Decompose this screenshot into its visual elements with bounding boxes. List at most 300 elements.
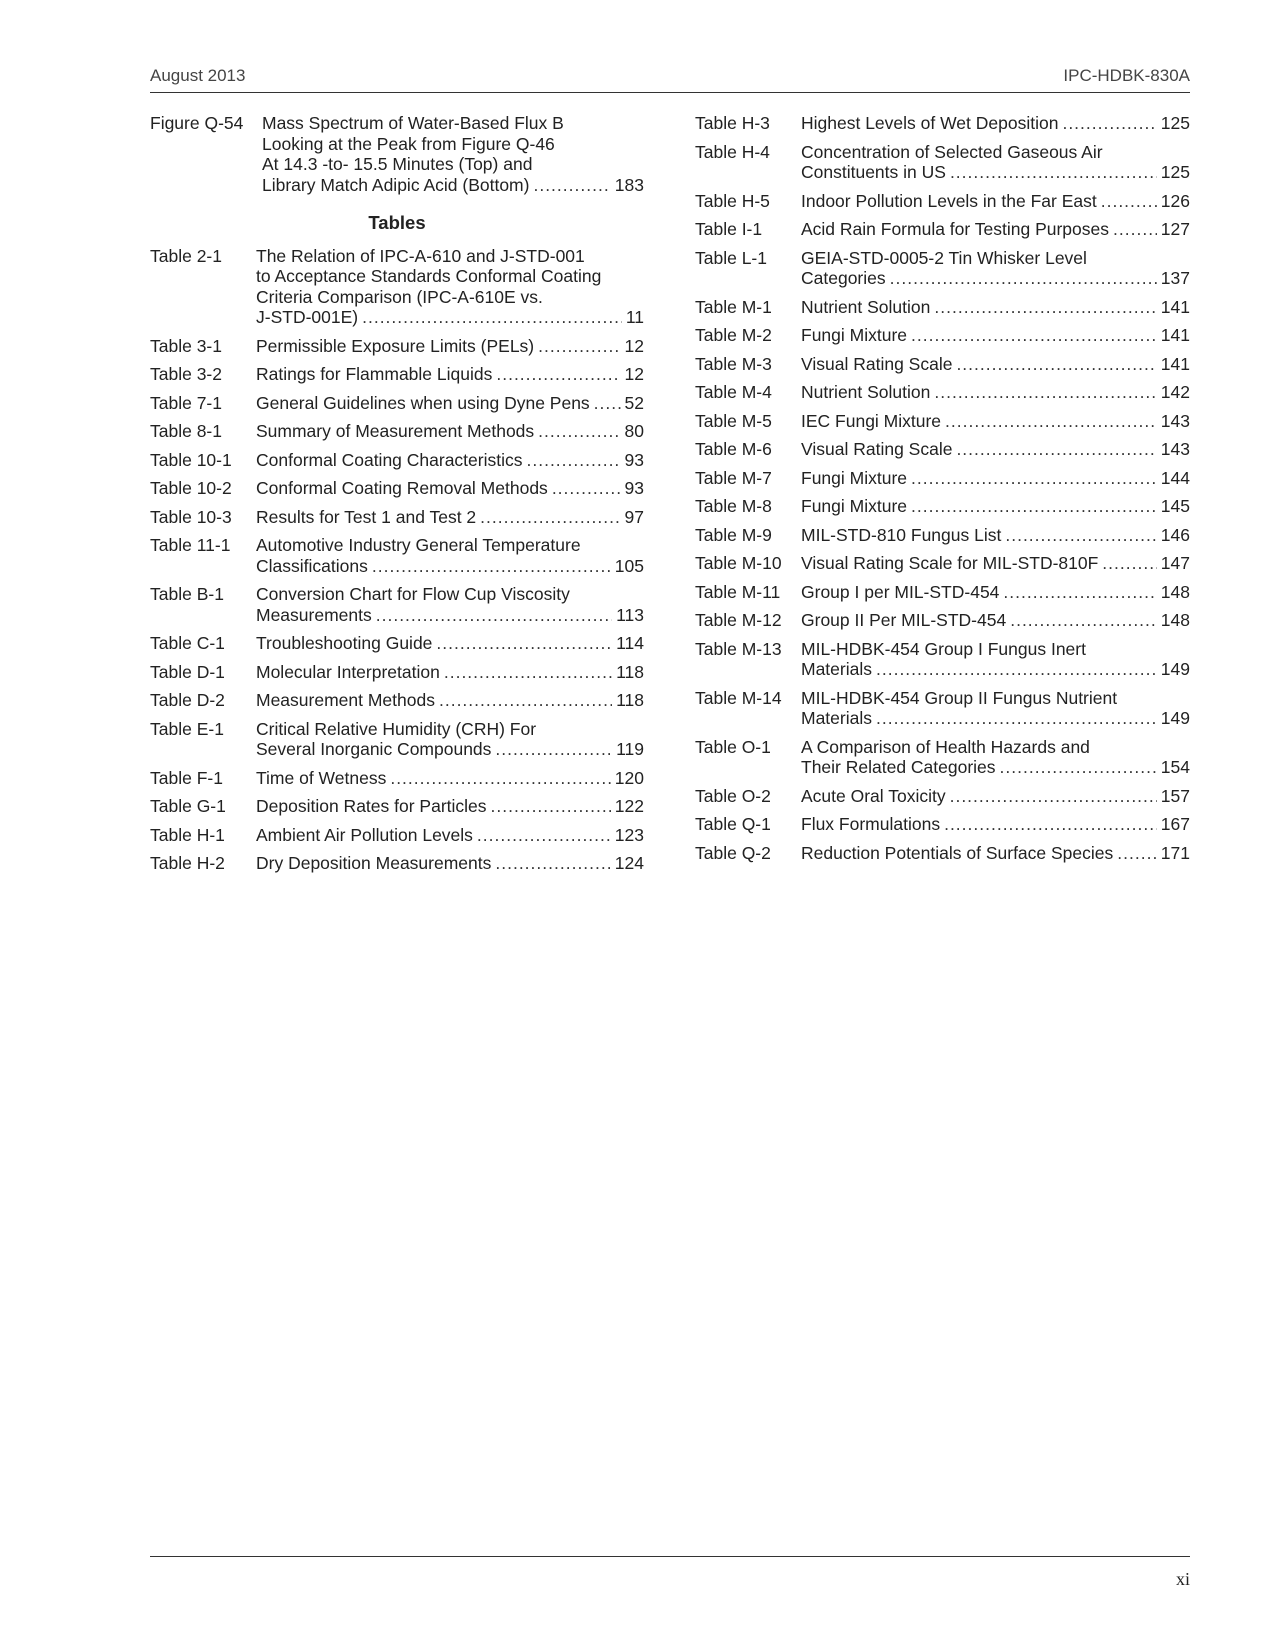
entry-title-last-line xyxy=(801,411,1190,432)
page-number: xi xyxy=(1175,1569,1190,1589)
entry-title xyxy=(256,450,644,471)
entry-page-number: 118 xyxy=(616,661,644,682)
entry-title-text: IEC Fungi Mixture xyxy=(801,410,942,431)
entry-title-last-line xyxy=(801,191,1190,212)
dot-leader xyxy=(477,825,611,846)
entry-page-number: 171 xyxy=(1160,842,1190,863)
entry-title xyxy=(801,814,1190,835)
entry-title-line: Critical Relative Humidity (CRH) For xyxy=(256,718,537,739)
entry-page-number: 148 xyxy=(1160,610,1190,630)
toc-entry[interactable] xyxy=(150,478,644,499)
dot-leader xyxy=(436,633,612,654)
entry-title-text: Deposition Rates for Particles xyxy=(256,796,487,816)
entry-page-number: 105 xyxy=(614,555,644,576)
entry-title xyxy=(801,843,1190,864)
entry-title xyxy=(801,219,1190,240)
toc-entry[interactable] xyxy=(695,786,1190,807)
entry-page-number: 154 xyxy=(1160,757,1190,777)
dot-leader xyxy=(890,268,1157,289)
dot-leader xyxy=(1010,610,1157,631)
dot-leader xyxy=(538,336,620,357)
entry-title-last-line xyxy=(256,478,644,499)
entry-title-last-line xyxy=(256,690,644,711)
entry-title xyxy=(256,336,644,357)
entry-title-line: A Comparison of Health Hazards and xyxy=(801,736,1090,757)
entry-title xyxy=(801,610,1190,631)
entry-title xyxy=(801,354,1190,375)
entry-label: Table M-7 xyxy=(695,467,772,488)
entry-title-last-line xyxy=(256,336,644,357)
entry-title-text: Materials xyxy=(801,659,872,679)
entry-page-number: 12 xyxy=(624,335,644,356)
entry-title-text: Visual Rating Scale for MIL-STD-810F xyxy=(801,553,1099,573)
entry-title-last-line xyxy=(801,610,1190,631)
entry-title xyxy=(256,633,644,654)
entry-title-last-line xyxy=(801,659,1190,680)
entry-title xyxy=(801,468,1190,489)
dot-leader xyxy=(1005,525,1156,546)
toc-entry[interactable] xyxy=(150,246,644,328)
entry-title-text: Reduction Potentials of Surface Species xyxy=(801,842,1114,863)
entry-label: Table M-1 xyxy=(695,296,772,317)
entry-label: Table 10-2 xyxy=(150,478,232,498)
entry-title-line: Concentration of Selected Gaseous Air xyxy=(801,141,1103,162)
entry-title-text: Categories xyxy=(801,268,886,288)
entry-label: Table Q-1 xyxy=(695,814,771,834)
tables-list-right xyxy=(695,113,1190,863)
entry-title-text: Conformal Coating Removal Methods xyxy=(256,478,548,498)
entry-label: Table M-5 xyxy=(695,410,772,431)
header-date: August 2013 xyxy=(150,66,246,85)
toc-entry[interactable] xyxy=(695,688,1190,729)
entry-title-text: Permissible Exposure Limits (PELs) xyxy=(256,335,535,356)
tables-list-left xyxy=(150,246,644,874)
entry-page-number: 93 xyxy=(624,478,644,498)
entry-title-text: Nutrient Solution xyxy=(801,296,931,317)
entry-title xyxy=(256,825,644,846)
entry-page-number: 144 xyxy=(1160,467,1190,488)
entry-label: Table M-3 xyxy=(695,353,772,374)
toc-left-column xyxy=(150,113,644,882)
entry-title-text: Flux Formulations xyxy=(801,814,941,834)
toc-entry[interactable] xyxy=(150,662,644,683)
entry-label: Table C-1 xyxy=(150,633,225,653)
dot-leader xyxy=(934,297,1156,318)
dot-leader xyxy=(1000,757,1157,778)
entry-label: Table H-5 xyxy=(695,190,770,211)
entry-page-number: 142 xyxy=(1160,382,1190,402)
entry-title xyxy=(801,382,1190,403)
toc-entry[interactable] xyxy=(695,496,1190,517)
entry-title-last-line xyxy=(256,307,644,328)
entry-title-last-line xyxy=(801,496,1190,517)
dot-leader xyxy=(956,439,1156,460)
entry-title-last-line xyxy=(801,382,1190,403)
entry-title xyxy=(801,525,1190,546)
toc-entry[interactable] xyxy=(150,535,644,576)
entry-title-last-line xyxy=(801,757,1190,778)
dot-leader xyxy=(376,605,612,626)
toc-entry[interactable] xyxy=(150,364,644,385)
dot-leader xyxy=(390,768,610,789)
entry-label: Table 10-3 xyxy=(150,506,232,527)
entry-page-number: 122 xyxy=(614,796,644,816)
entry-title xyxy=(801,582,1190,603)
entry-title xyxy=(256,690,644,711)
entry-title xyxy=(262,113,644,195)
toc-entry[interactable] xyxy=(150,393,644,414)
entry-title-last-line xyxy=(801,525,1190,546)
entry-label: Table M-2 xyxy=(695,325,772,345)
entry-page-number: 141 xyxy=(1160,325,1190,345)
entry-title-last-line xyxy=(256,364,644,385)
entry-title-last-line xyxy=(801,708,1190,729)
entry-label: Table O-1 xyxy=(695,736,771,757)
toc-entry[interactable] xyxy=(150,450,644,471)
dot-leader xyxy=(1113,219,1157,240)
entry-label: Table M-10 xyxy=(695,553,782,573)
entry-label: Table 7-1 xyxy=(150,392,222,413)
entry-title-last-line xyxy=(801,786,1190,807)
toc-entry[interactable] xyxy=(695,610,1190,631)
entry-title-last-line xyxy=(256,450,644,471)
entry-page-number: 149 xyxy=(1160,708,1190,728)
entry-page-number: 97 xyxy=(624,506,644,527)
entry-title-last-line xyxy=(801,162,1190,183)
entry-title xyxy=(801,786,1190,807)
entry-title-last-line xyxy=(262,175,644,196)
dot-leader xyxy=(911,468,1157,489)
entry-title xyxy=(256,421,644,442)
dot-leader xyxy=(934,382,1156,403)
entry-title-last-line xyxy=(801,354,1190,375)
dot-leader xyxy=(911,325,1157,346)
toc-entry[interactable] xyxy=(695,525,1190,546)
entry-title xyxy=(256,662,644,683)
entry-page-number: 143 xyxy=(1160,410,1190,431)
entry-page-number: 183 xyxy=(614,174,644,195)
entry-title-last-line xyxy=(256,393,644,414)
entry-title-line: to Acceptance Standards Conformal Coating xyxy=(256,266,602,286)
entry-label: Table H-1 xyxy=(150,824,225,845)
entry-page-number: 146 xyxy=(1160,524,1190,545)
entry-title-text: Results for Test 1 and Test 2 xyxy=(256,506,477,527)
page-footer xyxy=(150,1556,1190,1589)
entry-title-last-line xyxy=(256,825,644,846)
toc-entry[interactable] xyxy=(695,191,1190,212)
entry-title xyxy=(256,364,644,385)
entry-label: Table L-1 xyxy=(695,247,767,268)
entry-title-line: Looking at the Peak from Figure Q-46 xyxy=(262,133,555,154)
toc-entry[interactable] xyxy=(695,113,1190,134)
dot-leader xyxy=(956,354,1156,375)
entry-title-text: Acid Rain Formula for Testing Purposes xyxy=(801,219,1110,239)
entry-label: Table 11-1 xyxy=(150,535,231,555)
entry-label: Table H-4 xyxy=(695,141,770,162)
entry-page-number: 126 xyxy=(1160,190,1190,211)
entry-page-number: 137 xyxy=(1160,268,1190,288)
toc-entry[interactable] xyxy=(695,325,1190,346)
entry-title-text: General Guidelines when using Dyne Pens xyxy=(256,392,590,413)
entry-page-number: 143 xyxy=(1160,439,1190,459)
entry-title-text: Constituents in US xyxy=(801,162,946,182)
dot-leader xyxy=(950,786,1157,807)
entry-label: Table Q-2 xyxy=(695,842,771,863)
entry-title-line: Automotive Industry General Temperature xyxy=(256,535,581,555)
dot-leader xyxy=(444,662,612,683)
toc-entry[interactable] xyxy=(695,737,1190,778)
entry-title-last-line xyxy=(256,768,644,789)
entry-title-last-line xyxy=(801,219,1190,240)
entry-page-number: 113 xyxy=(616,604,644,625)
toc-entry[interactable] xyxy=(695,354,1190,375)
entry-title-last-line xyxy=(256,507,644,528)
entry-title xyxy=(256,853,644,874)
toc-entry[interactable] xyxy=(695,219,1190,240)
dot-leader xyxy=(491,796,611,817)
entry-label: Table H-2 xyxy=(150,853,225,873)
entry-title xyxy=(801,496,1190,517)
dot-leader xyxy=(1003,582,1156,603)
toc-entry[interactable] xyxy=(695,814,1190,835)
entry-label: Table B-1 xyxy=(150,584,224,604)
entry-title-text: Their Related Categories xyxy=(801,757,996,777)
section-title-tables: Tables xyxy=(368,212,426,233)
entry-page-number: 114 xyxy=(616,633,644,653)
entry-label: Table O-2 xyxy=(695,785,771,806)
entry-label: Table G-1 xyxy=(150,796,226,816)
entry-label: Table 8-1 xyxy=(150,421,222,441)
toc-entry[interactable] xyxy=(695,843,1190,864)
entry-title xyxy=(801,113,1190,134)
toc-entry[interactable] xyxy=(695,468,1190,489)
entry-label: Figure Q-54 xyxy=(150,113,244,133)
entry-title xyxy=(801,248,1190,289)
entry-title-last-line xyxy=(801,814,1190,835)
entry-title xyxy=(256,535,644,576)
entry-title-text: Troubleshooting Guide xyxy=(256,633,433,653)
toc-entry[interactable] xyxy=(150,584,644,625)
entry-title-text: Group II Per MIL-STD-454 xyxy=(801,610,1007,630)
entry-title-last-line xyxy=(256,605,644,626)
entry-title xyxy=(256,796,644,817)
entry-title-text: Visual Rating Scale xyxy=(801,353,953,374)
toc-entry[interactable] xyxy=(695,382,1190,403)
toc-entry[interactable] xyxy=(695,582,1190,603)
entry-label: Table E-1 xyxy=(150,718,224,739)
toc-entry[interactable] xyxy=(150,825,644,846)
entry-page-number: 52 xyxy=(624,392,644,413)
entry-title-text: Visual Rating Scale xyxy=(801,439,953,459)
entry-page-number: 125 xyxy=(1160,162,1190,182)
entry-title-text: Several Inorganic Compounds xyxy=(256,739,492,759)
entry-title xyxy=(256,478,644,499)
entry-title-last-line xyxy=(256,739,644,760)
entry-page-number: 119 xyxy=(616,739,644,759)
toc-entry[interactable] xyxy=(150,796,644,817)
entry-title-text: Summary of Measurement Methods xyxy=(256,421,535,441)
header-document-id: IPC-HDBK-830A xyxy=(1063,66,1190,85)
toc-entry[interactable] xyxy=(695,639,1190,680)
entry-label: Table M-4 xyxy=(695,382,772,402)
toc-right-column xyxy=(695,113,1190,871)
entry-page-number: 147 xyxy=(1160,553,1190,573)
entry-title-text: MIL-STD-810 Fungus List xyxy=(801,524,1002,545)
entry-title-last-line xyxy=(256,633,644,654)
dot-leader xyxy=(538,421,620,442)
toc-entry[interactable] xyxy=(150,633,644,654)
entry-title-line: Criteria Comparison (IPC-A-610E vs. xyxy=(256,286,543,307)
entry-title xyxy=(801,553,1190,574)
dot-leader xyxy=(945,411,1157,432)
entry-page-number: 93 xyxy=(624,449,644,470)
entry-title-text: Fungi Mixture xyxy=(801,325,908,345)
entry-page-number: 123 xyxy=(614,824,644,845)
entry-page-number: 124 xyxy=(614,853,644,873)
entry-page-number: 125 xyxy=(1160,113,1190,133)
entry-title-text: Measurement Methods xyxy=(256,690,435,710)
dot-leader xyxy=(1062,113,1156,134)
entry-title-text: J-STD-001E) xyxy=(256,307,359,327)
toc-entry[interactable] xyxy=(150,507,644,528)
entry-page-number: 157 xyxy=(1160,785,1190,806)
entry-title-text: Ratings for Flammable Liquids xyxy=(256,364,493,384)
dot-leader xyxy=(911,496,1157,517)
entry-title-line: The Relation of IPC-A-610 and J-STD-001 xyxy=(256,245,585,266)
entry-title xyxy=(801,142,1190,183)
entry-title-last-line xyxy=(256,662,644,683)
toc-entry[interactable] xyxy=(695,142,1190,183)
entry-page-number: 148 xyxy=(1160,581,1190,602)
toc-entry[interactable] xyxy=(695,297,1190,318)
dot-leader xyxy=(533,175,610,196)
entry-title xyxy=(256,246,644,328)
entry-title-last-line xyxy=(801,297,1190,318)
entry-title-last-line xyxy=(256,556,644,577)
toc-entry[interactable] xyxy=(695,411,1190,432)
entry-title xyxy=(801,439,1190,460)
entry-title-text: Time of Wetness xyxy=(256,767,387,788)
entry-page-number: 145 xyxy=(1160,496,1190,516)
entry-title-text: Indoor Pollution Levels in the Far East xyxy=(801,190,1097,211)
entry-page-number: 118 xyxy=(616,690,644,710)
page-header xyxy=(150,66,1190,93)
dot-leader xyxy=(552,478,621,499)
entry-page-number: 12 xyxy=(624,364,644,384)
entry-label: Table 3-2 xyxy=(150,364,222,384)
entry-title-line: MIL-HDBK-454 Group II Fungus Nutrient xyxy=(801,687,1118,708)
dot-leader xyxy=(495,853,610,874)
entry-title-line: At 14.3 -to- 15.5 Minutes (Top) and xyxy=(262,154,533,174)
entry-page-number: 127 xyxy=(1160,219,1190,239)
entry-title xyxy=(801,737,1190,778)
entry-label: Table M-11 xyxy=(695,581,781,602)
entry-page-number: 167 xyxy=(1160,814,1190,834)
entry-title-last-line xyxy=(801,113,1190,134)
entry-title-text: Library Match Adipic Acid (Bottom) xyxy=(262,174,530,195)
entry-label: Table M-6 xyxy=(695,439,772,459)
dot-leader xyxy=(495,739,612,760)
toc-entry[interactable] xyxy=(695,439,1190,460)
entry-label: Table D-1 xyxy=(150,661,225,682)
toc-entry[interactable] xyxy=(150,690,644,711)
entry-title-text: Classifications xyxy=(256,555,368,576)
entry-title-last-line xyxy=(256,853,644,874)
dot-leader xyxy=(876,659,1157,680)
entry-label: Table D-2 xyxy=(150,690,225,710)
dot-leader xyxy=(496,364,620,385)
dot-leader xyxy=(594,393,621,414)
entry-title-last-line xyxy=(256,421,644,442)
dot-leader xyxy=(527,450,621,471)
entry-title-text: Fungi Mixture xyxy=(801,496,908,516)
entry-title xyxy=(801,325,1190,346)
entry-title-text: Group I per MIL-STD-454 xyxy=(801,581,1000,602)
entry-page-number: 149 xyxy=(1160,659,1190,679)
entry-title xyxy=(256,393,644,414)
dot-leader xyxy=(876,708,1157,729)
entry-title xyxy=(256,584,644,625)
entry-label: Table F-1 xyxy=(150,767,223,788)
entry-label: Table H-3 xyxy=(695,113,770,133)
entry-label: Table M-8 xyxy=(695,496,772,516)
entry-label: Table M-13 xyxy=(695,638,782,659)
entry-title xyxy=(801,639,1190,680)
toc-entry[interactable] xyxy=(150,853,644,874)
dot-leader xyxy=(1102,553,1157,574)
entry-title-text: Measurements xyxy=(256,604,372,625)
figure-entry[interactable] xyxy=(150,113,644,195)
dot-leader xyxy=(362,307,622,328)
figure-list-continuation xyxy=(150,113,644,195)
entry-page-number: 11 xyxy=(625,307,644,327)
entry-title-last-line xyxy=(801,439,1190,460)
dot-leader xyxy=(944,814,1157,835)
entry-title-text: Highest Levels of Wet Deposition xyxy=(801,113,1059,133)
toc-entry[interactable] xyxy=(150,768,644,789)
entry-title-text: Molecular Interpretation xyxy=(256,661,440,682)
toc-entry[interactable] xyxy=(695,553,1190,574)
entry-label: Table M-9 xyxy=(695,524,772,545)
entry-title-last-line xyxy=(256,796,644,817)
entry-title xyxy=(801,411,1190,432)
dot-leader xyxy=(1117,843,1157,864)
toc-entry[interactable] xyxy=(150,719,644,760)
entry-title-last-line xyxy=(801,268,1190,289)
entry-page-number: 80 xyxy=(624,421,644,441)
entry-title-text: Ambient Air Pollution Levels xyxy=(256,824,473,845)
entry-title-line: MIL-HDBK-454 Group I Fungus Inert xyxy=(801,638,1086,659)
entry-label: Table 3-1 xyxy=(150,335,222,356)
toc-entry[interactable] xyxy=(150,421,644,442)
toc-entry[interactable] xyxy=(695,248,1190,289)
dot-leader xyxy=(372,556,611,577)
entry-title xyxy=(256,507,644,528)
entry-title-text: Conformal Coating Characteristics xyxy=(256,449,523,470)
entry-title-last-line xyxy=(801,325,1190,346)
entry-title-line: GEIA-STD-0005-2 Tin Whisker Level xyxy=(801,247,1087,268)
entry-page-number: 141 xyxy=(1160,296,1190,317)
dot-leader xyxy=(950,162,1157,183)
entry-title-text: Dry Deposition Measurements xyxy=(256,853,492,873)
entry-title-text: Nutrient Solution xyxy=(801,382,931,402)
entry-title-last-line xyxy=(801,582,1190,603)
entry-title xyxy=(256,719,644,760)
entry-title-last-line xyxy=(801,843,1190,864)
entry-title xyxy=(801,191,1190,212)
entry-label: Table 10-1 xyxy=(150,449,232,470)
toc-entry[interactable] xyxy=(150,336,644,357)
